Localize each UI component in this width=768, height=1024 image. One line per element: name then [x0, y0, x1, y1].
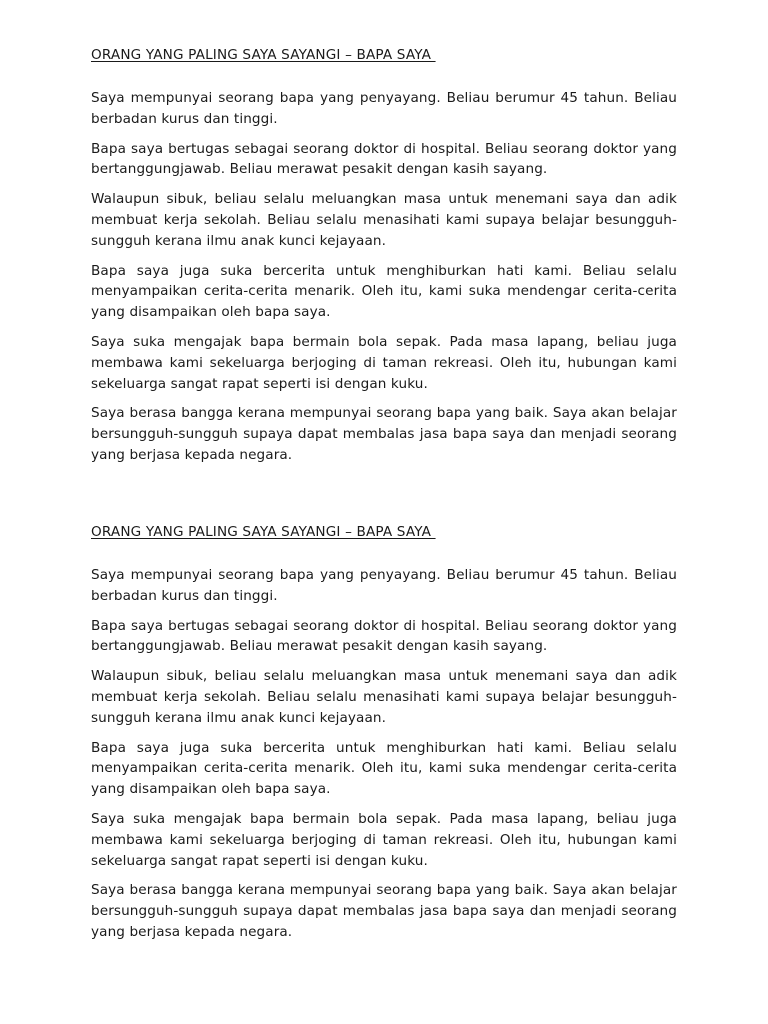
- essay-paragraph: Saya mempunyai seorang bapa yang penyayang. Beliau berumur 45 tahun. Beliau berbadan kurus dan tinggi.: [91, 567, 677, 604]
- essay-paragraph: Saya suka mengajak bapa bermain bola sepak. Pada masa lapang, beliau juga membawa kami sekeluarga berjoging di taman rekreasi. Oleh itu, hubungan kami sekeluarga sangat rapat seperti isi dengan kuku.: [91, 333, 677, 392]
- essay-section: [91, 43, 677, 466]
- essay-paragraph: Walaupun sibuk, beliau selalu meluangkan masa untuk menemani saya dan adik membuat kerja sekolah. Beliau selalu menasihati kami supaya belajar besungguh-sungguh kerana ilmu anak kunci kejayaan.: [91, 668, 677, 726]
- essay-paragraph: Saya suka mengajak bapa bermain bola sepak. Pada masa lapang, beliau juga membawa kami sekeluarga berjoging di taman rekreasi. Oleh itu, hubungan kami sekeluarga sangat rapat seperti isi dengan kuku.: [91, 810, 677, 869]
- essay-paragraph: Saya berasa bangga kerana mempunyai seorang bapa yang baik. Saya akan belajar bersungguh-sungguh supaya dapat membalas jasa bapa saya dan menjadi seorang yang berjasa kepada negara.: [91, 405, 677, 463]
- essay-section: [91, 520, 677, 943]
- essay-paragraph: Bapa saya bertugas sebagai seorang doktor di hospital. Beliau seorang doktor yang bertanggungjawab. Beliau merawat pesakit dengan kasih sayang.: [91, 140, 677, 178]
- essay-paragraph: Bapa saya juga suka bercerita untuk menghiburkan hati kami. Beliau selalu menyampaikan cerita-cerita menarik. Oleh itu, kami suka mendengar cerita-cerita yang disampaikan oleh bapa saya.: [91, 262, 677, 321]
- essay-paragraph: Saya berasa bangga kerana mempunyai seorang bapa yang baik. Saya akan belajar bersungguh-sungguh supaya dapat membalas jasa bapa saya dan menjadi seorang yang berjasa kepada negara.: [91, 882, 677, 940]
- essay-paragraph: Bapa saya juga suka bercerita untuk menghiburkan hati kami. Beliau selalu menyampaikan cerita-cerita menarik. Oleh itu, kami suka mendengar cerita-cerita yang disampaikan oleh bapa saya.: [91, 739, 677, 798]
- essay-title: ORANG YANG PALING SAYA SAYANGI – BAPA SAYA: [91, 47, 436, 63]
- essay-paragraph: Bapa saya bertugas sebagai seorang doktor di hospital. Beliau seorang doktor yang bertanggungjawab. Beliau merawat pesakit dengan kasih sayang.: [91, 617, 677, 655]
- essay-paragraph: Saya mempunyai seorang bapa yang penyayang. Beliau berumur 45 tahun. Beliau berbadan kurus dan tinggi.: [91, 90, 677, 127]
- essay-title: ORANG YANG PALING SAYA SAYANGI – BAPA SAYA: [91, 524, 436, 540]
- essay-paragraph: Walaupun sibuk, beliau selalu meluangkan masa untuk menemani saya dan adik membuat kerja sekolah. Beliau selalu menasihati kami supaya belajar besungguh-sungguh kerana ilmu anak kunci kejayaan.: [91, 191, 677, 249]
